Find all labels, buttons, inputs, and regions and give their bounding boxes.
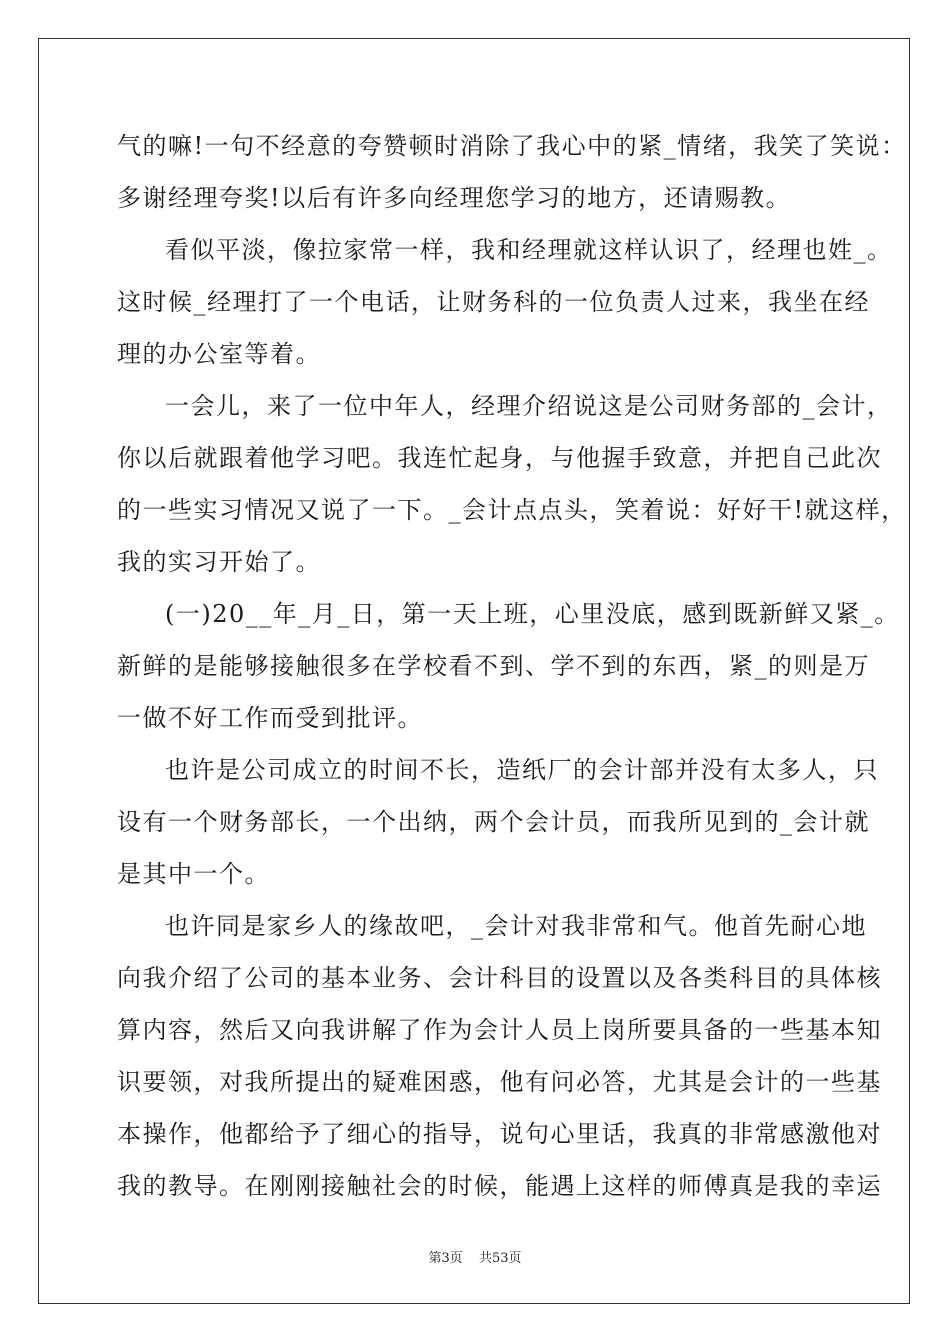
text-line: 识要领，对我所提出的疑难困惑，他有问必答，尤其是会计的一些基 bbox=[117, 1068, 882, 1096]
text-line: 设有一个财务部长，一个出纳，两个会计员，而我所见到的_会计就 bbox=[117, 808, 870, 836]
current-page-number: 第3页 bbox=[428, 1251, 463, 1266]
total-page-count: 共53页 bbox=[478, 1251, 522, 1266]
text-line: 新鲜的是能够接触很多在学校看不到、学不到的东西，紧_的则是万 bbox=[117, 652, 870, 680]
text-line: 我的教导。在刚刚接触社会的时候，能遇上这样的师傅真是我的幸运 bbox=[117, 1172, 882, 1200]
text-line: 本操作，他都给予了细心的指导，说句心里话，我真的非常感激他对 bbox=[117, 1120, 882, 1148]
text-line: 的一些实习情况又说了一下。_会计点点头，笑着说：好好干!就这样， bbox=[117, 496, 907, 524]
text-line: 多谢经理夸奖!以后有许多向经理您学习的地方，还请赐教。 bbox=[117, 184, 792, 212]
text-line: 看似平淡，像拉家常一样，我和经理就这样认识了，经理也姓_。 bbox=[165, 236, 893, 264]
text-line: 这时候_经理打了一个电话，让财务科的一位负责人过来，我坐在经 bbox=[117, 288, 870, 316]
text-line: 是其中一个。 bbox=[117, 860, 270, 888]
text-line: 也许是公司成立的时间不长，造纸厂的会计部并没有太多人，只 bbox=[165, 756, 879, 784]
text-line: 你以后就跟着他学习吧。我连忙起身，与他握手致意，并把自己此次 bbox=[117, 444, 882, 472]
page-footer bbox=[0, 1247, 950, 1266]
text-line: 一会儿，来了一位中年人，经理介绍说这是公司财务部的_会计， bbox=[165, 392, 893, 420]
text-line: 算内容，然后又向我讲解了作为会计人员上岗所要具备的一些基本知 bbox=[117, 1016, 882, 1044]
text-line: 理的办公室等着。 bbox=[117, 340, 321, 368]
text-line: 也许同是家乡人的缘故吧，_会计对我非常和气。他首先耐心地 bbox=[165, 912, 867, 940]
document-body bbox=[117, 130, 907, 1222]
text-line: 向我介绍了公司的基本业务、会计科目的设置以及各类科目的具体核 bbox=[117, 964, 882, 992]
text-line: 一做不好工作而受到批评。 bbox=[117, 704, 423, 732]
text-line: 我的实习开始了。 bbox=[117, 548, 321, 576]
text-line: (一)20__年_月_日，第一天上班，心里没底，感到既新鲜又紧_。 bbox=[165, 600, 900, 628]
text-line: 气的嘛!一句不经意的夸赞顿时消除了我心中的紧_情绪，我笑了笑说： bbox=[117, 132, 907, 160]
